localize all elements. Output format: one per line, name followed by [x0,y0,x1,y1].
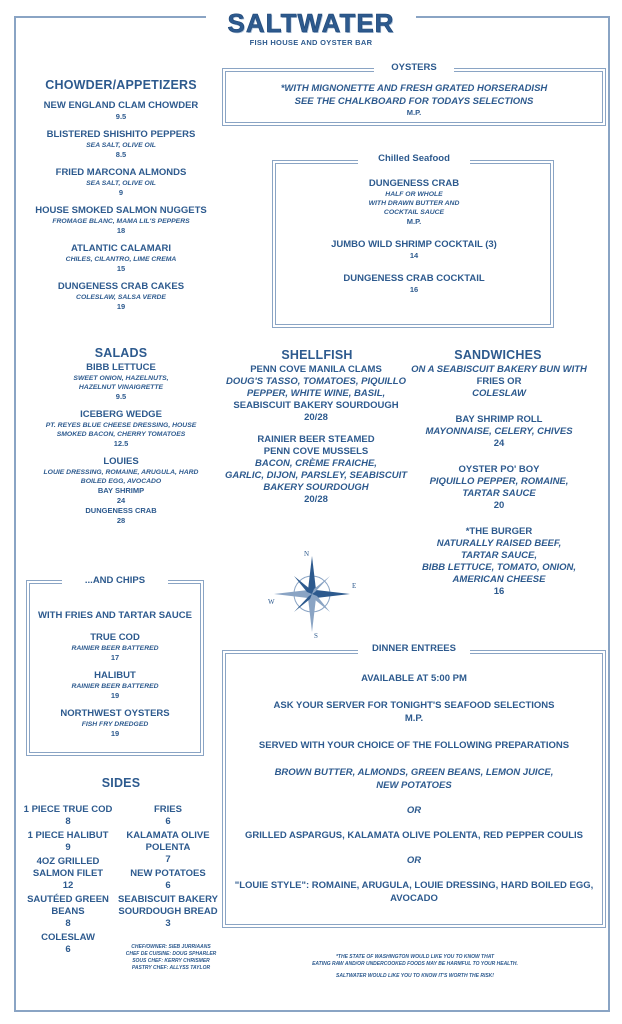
sandwiches-title: SANDWICHES [454,348,542,362]
salads-title: SALADS [94,346,148,360]
compass-rose-icon [264,548,360,638]
menu-item: JUMBO WILD SHRIMP COCKTAIL (3) 14 [331,239,497,260]
chilled-seafood-title: Chilled Seafood [358,153,470,164]
salads-section [22,362,220,533]
brand-logo: SALTWATER [227,8,395,38]
menu-item: LOUIES LOUIE DRESSING, ROMAINE, ARUGULA, HARD BOILED EGG, AVOCADO BAY SHRIMP 24 DUNGENESS CRAB 28 [43,456,199,525]
side-item: COLESLAW 6 [41,932,95,955]
compass-west: W [268,598,275,606]
footer-disclaimer: *THE STATE OF WASHINGTON WOULD LIKE YOU TO KNOW THAT EATING RAW AND/OR UNDERCOOKED FOODS MAY BE HARMFUL TO YOUR HEALTH. SALTWATER WOULD LIKE YOU TO KNOW IT'S WORTH THE RISK! [312,954,518,979]
sandwiches-section [404,364,594,598]
brand-subtitle: FISH HOUSE AND OYSTER BAR [249,38,373,47]
chips-title: ...AND CHIPS [62,575,168,586]
menu-item: NEW ENGLAND CLAM CHOWDER 9.5 [43,100,199,121]
menu-item: TRUE COD RAINIER BEER BATTERED 17 [71,632,159,662]
chips-section [30,610,200,746]
oysters-title: OYSTERS [374,62,454,73]
menu-item: FRIED MARCONA ALMONDS SEA SALT, OLIVE OIL 9 [55,167,187,197]
side-item: SAUTÉED GREEN BEANS 8 [27,894,109,929]
menu-item: RAINIER BEER STEAMED PENN COVE MUSSELS BACON, CRÈME FRAICHE, GARLIC, DIJON, PARSLEY, SEABISCUIT BAKERY SOURDOUGH 20/28 [224,434,408,505]
chowder-section [26,100,216,319]
sides-left-column [20,804,116,956]
oysters-section: *WITH MIGNONETTE AND FRESH GRATED HORSERADISH SEE THE CHALKBOARD FOR TODAYS SELECTIONS M.P. [280,83,548,117]
menu-item: BIBB LETTUCE SWEET ONION, HAZELNUTS, HAZELNUT VINAIGRETTE 9.5 [73,362,169,401]
compass-north: N [304,550,310,558]
staff-credits: CHEF/OWNER: SIEB JURRIAANS CHEF DE CUISINE: DOUG SPHARLER SOUS CHEF: KERRY CHRISMER PASTRY CHEF: ALLYSS TAYLOR [125,944,217,971]
shellfish-title: SHELLFISH [281,348,353,362]
menu-item: NORTHWEST OYSTERS FISH FRY DREDGED 19 [60,708,170,738]
menu-item: ATLANTIC CALAMARI CHILES, CILANTRO, LIME CREMA 15 [65,243,177,273]
menu-item: DUNGENESS CRAB CAKES COLESLAW, SALSA VERDE 19 [57,281,185,311]
side-item: SEABISCUIT BAKERY SOURDOUGH BREAD 3 [118,894,218,929]
side-item: 1 PIECE HALIBUT 9 [27,830,109,853]
side-item: NEW POTATOES 6 [130,868,206,891]
shellfish-section [218,364,414,506]
menu-item: *THE BURGER NATURALLY RAISED BEEF, TARTAR SAUCE, BIBB LETTUCE, TOMATO, ONION, AMERICAN CHEESE 16 [421,526,577,597]
sandwiches-intro: ON A SEABISCUIT BAKERY BUN WITH FRIES OR COLESLAW [411,364,587,399]
menu-item: PENN COVE MANILA CLAMS DOUG'S TASSO, TOMATOES, PIQUILLO PEPPER, WHITE WINE, BASIL, SEABISCUIT BAKERY SOURDOUGH 20/28 [226,364,406,423]
menu-item: BLISTERED SHISHITO PEPPERS SEA SALT, OLIVE OIL 8.5 [46,129,196,159]
dinner-entrees-section: AVAILABLE AT 5:00 PM ASK YOUR SERVER FOR TONIGHT'S SEAFOOD SELECTIONS M.P. SERVED WITH YOUR CHOICE OF THE FOLLOWING PREPARATIONS BROWN BUTTER, ALMONDS, GREEN BEANS, LEMON JUICE, NEW POTATOES OR GRILLED ASPARGUS, KALAMATA OLIVE POLENTA, RED PEPPER COULIS OR "LOUIE STYLE": ROMAINE, ARUGULA, LOUIE DRESSING, HARD BOILED EGG, AVOCADO [234,673,594,904]
menu-item: HALIBUT RAINIER BEER BATTERED 19 [71,670,159,700]
compass-south: S [314,632,318,638]
chips-intro: WITH FRIES AND TARTAR SAUCE [38,610,192,621]
menu-item: BAY SHRIMP ROLL MAYONNAISE, CELERY, CHIVES 24 [425,414,573,449]
chilled-seafood-section [276,178,552,295]
sides-right-column [116,804,220,930]
menu-item: OYSTER PO' BOY PIQUILLO PEPPER, ROMAINE, TARTAR SAUCE 20 [429,464,569,511]
menu-item: DUNGENESS CRAB HALF OR WHOLE WITH DRAWN BUTTER AND COCKTAIL SAUCE M.P. [368,178,460,226]
menu-item: DUNGENESS CRAB COCKTAIL 16 [343,273,485,294]
menu-item: ICEBERG WEDGE PT. REYES BLUE CHEESE DRESSING, HOUSE SMOKED BACON, CHERRY TOMATOES 12.5 [45,409,197,448]
sides-title: SIDES [101,776,141,790]
side-item: FRIES 6 [154,804,182,827]
dinner-entrees-title: DINNER ENTREES [358,643,470,654]
side-item: KALAMATA OLIVE POLENTA 7 [126,830,210,865]
side-item: 4OZ GRILLED SALMON FILET 12 [32,856,104,891]
side-item: 1 PIECE TRUE COD 8 [23,804,113,827]
menu-item: HOUSE SMOKED SALMON NUGGETS FROMAGE BLANC, MAMA LIL'S PEPPERS 18 [35,205,207,235]
compass-east: E [352,582,357,590]
chowder-title: CHOWDER/APPETIZERS [45,78,197,92]
